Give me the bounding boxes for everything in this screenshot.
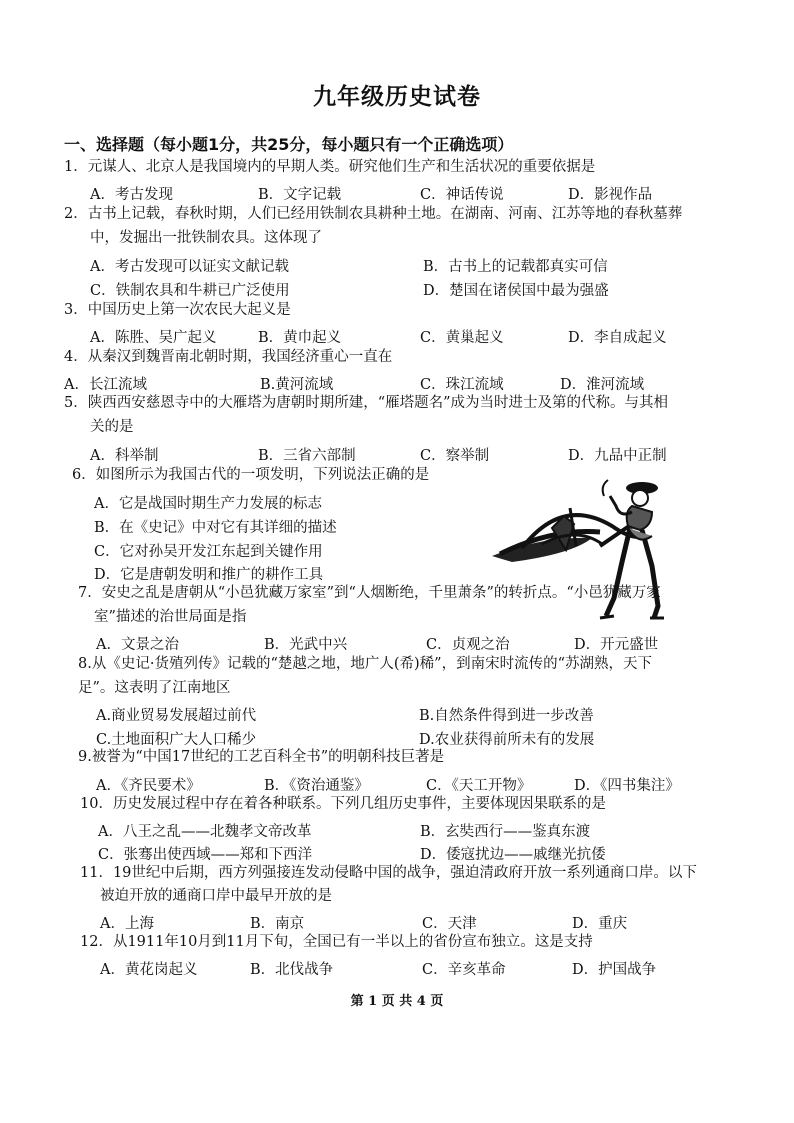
question-2-stem-line1: 2．古书上记载，春秋时期，人们已经用铁制农具耕种土地。在湖南、河南、江苏等地的春秋墓葬 — [64, 206, 683, 222]
option-b: B．玄奘西行——鉴真东渡 — [420, 824, 591, 840]
option-b: B．在《史记》中对它有其详细的描述 — [94, 520, 337, 536]
option-a: A．考古发现 — [90, 187, 173, 203]
option-a: A．它是战国时期生产力发展的标志 — [94, 496, 322, 512]
option-c: C．《天工开物》 — [426, 778, 532, 794]
option-c: C．黄巢起义 — [420, 330, 504, 346]
question-4-options — [64, 373, 684, 393]
option-d: D．影视作品 — [568, 187, 653, 203]
option-c: C．辛亥革命 — [422, 962, 506, 978]
question-11-options — [100, 912, 720, 932]
option-c: C．它对孙吴开发江东起到关键作用 — [94, 544, 323, 560]
option-d: D．重庆 — [572, 916, 628, 932]
option-b: B．三省六部制 — [258, 448, 356, 464]
option-a: A．文景之治 — [96, 637, 179, 653]
option-a: A．黄花岗起义 — [100, 962, 198, 978]
option-b: B．黄巾起义 — [258, 330, 342, 346]
option-b: B．文字记载 — [258, 187, 342, 203]
question-5-stem-line1: 5．陕西西安慈恩寺中的大雁塔为唐朝时期所建，“雁塔题名”成为当时进士及第的代称。与其相 — [64, 395, 669, 411]
option-b: B．北伐战争 — [250, 962, 334, 978]
question-3-stem: 3．中国历史上第一次农民大起义是 — [64, 302, 291, 318]
option-a: A．八王之乱——北魏孝文帝改革 — [98, 824, 312, 840]
option-a: A．上海 — [100, 916, 154, 932]
option-a: A.商业贸易发展超过前代 — [96, 708, 257, 724]
question-4-stem: 4．从秦汉到魏晋南北朝时期，我国经济重心一直在 — [64, 349, 393, 365]
option-b: B．南京 — [250, 916, 305, 932]
section-heading: 一、选择题（每小题1分，共25分，每小题只有一个正确选项） — [64, 135, 514, 154]
option-a: A．《齐民要术》 — [96, 778, 201, 794]
question-7-stem-line1: 7．安史之乱是唐朝从“小邑犹藏万家室”到“人烟断绝，千里萧条”的转折点。“小邑犹藏万家 — [78, 585, 661, 601]
question-11-stem-line1: 11．19世纪中后期，西方列强接连发动侵略中国的战争，强迫清政府开放一系列通商口岸。以下 — [80, 865, 697, 881]
question-7-stem-line2: 室”描述的治世局面是指 — [94, 609, 247, 625]
option-a: A．长江流域 — [64, 377, 147, 393]
question-9-options — [96, 774, 716, 794]
question-3-options — [90, 326, 710, 346]
option-c: C．天津 — [422, 916, 477, 932]
question-8-stem-line2: 足”。这表明了江南地区 — [78, 680, 231, 696]
question-12-options — [100, 958, 720, 978]
question-12-stem: 12．从1911年10月到11月下旬，全国已有一半以上的省份宣布独立。这是支持 — [80, 934, 593, 950]
option-a: A．陈胜、吴广起义 — [90, 330, 217, 346]
option-d: D．九品中正制 — [568, 448, 667, 464]
option-d: D．楚国在诸侯国中最为强盛 — [423, 283, 609, 299]
option-d: D．倭寇扰边——戚继光抗倭 — [420, 847, 606, 863]
page-footer: 第 1 页 共 4 页 — [350, 994, 444, 1009]
option-b: B．光武中兴 — [264, 637, 348, 653]
question-6-stem: 6．如图所示为我国古代的一项发明，下列说法正确的是 — [72, 467, 430, 483]
option-c: C.土地面积广大人口稀少 — [96, 732, 257, 748]
option-c: C．察举制 — [420, 448, 490, 464]
option-d: D.农业获得前所未有的发展 — [419, 732, 595, 748]
option-c: C．贞观之治 — [426, 637, 510, 653]
option-b: B．《资治通鉴》 — [264, 778, 369, 794]
question-9-stem: 9.被誉为“中国17世纪的工艺百科全书”的明朝科技巨著是 — [78, 749, 445, 765]
option-d: D．护国战争 — [572, 962, 657, 978]
question-1-options — [90, 183, 710, 203]
question-10-stem: 10．历史发展过程中存在着各种联系。下列几组历史事件，主要体现因果联系的是 — [80, 796, 606, 812]
option-d: D．李自成起义 — [568, 330, 667, 346]
option-c: C．张骞出使西域——郑和下西洋 — [98, 847, 313, 863]
option-a: A．科举制 — [90, 448, 159, 464]
option-c: C．珠江流域 — [420, 377, 504, 393]
question-2-stem-line2: 中，发掘出一批铁制农具。这体现了 — [90, 230, 322, 246]
option-b: B.黄河流域 — [260, 377, 334, 393]
option-c: C．铁制农具和牛耕已广泛使用 — [90, 283, 290, 299]
question-5-stem-line2: 关的是 — [90, 419, 134, 435]
page-title: 九年级历史试卷 — [313, 84, 481, 110]
question-1-stem: 1．元谋人、北京人是我国境内的早期人类。研究他们生产和生活状况的重要依据是 — [64, 159, 596, 175]
option-b: B.自然条件得到进一步改善 — [419, 708, 594, 724]
question-7-options — [96, 633, 716, 653]
question-5-options — [90, 444, 710, 464]
option-d: D．淮河流域 — [560, 377, 645, 393]
option-d: D．开元盛世 — [574, 637, 659, 653]
option-a: A．考古发现可以证实文献记载 — [90, 259, 289, 275]
option-b: B．古书上的记载都真实可信 — [423, 259, 608, 275]
question-11-stem-line2: 被迫开放的通商口岸中最早开放的是 — [100, 888, 332, 904]
option-d: D．《四书集注》 — [574, 778, 680, 794]
option-d: D．它是唐朝发明和推广的耕作工具 — [94, 567, 324, 583]
option-c: C．神话传说 — [420, 187, 504, 203]
question-8-stem-line1: 8.从《史记·货殖列传》记载的“楚越之地，地广人(希)稀”，到南宋时流传的“苏湖熟，天下 — [78, 656, 652, 672]
